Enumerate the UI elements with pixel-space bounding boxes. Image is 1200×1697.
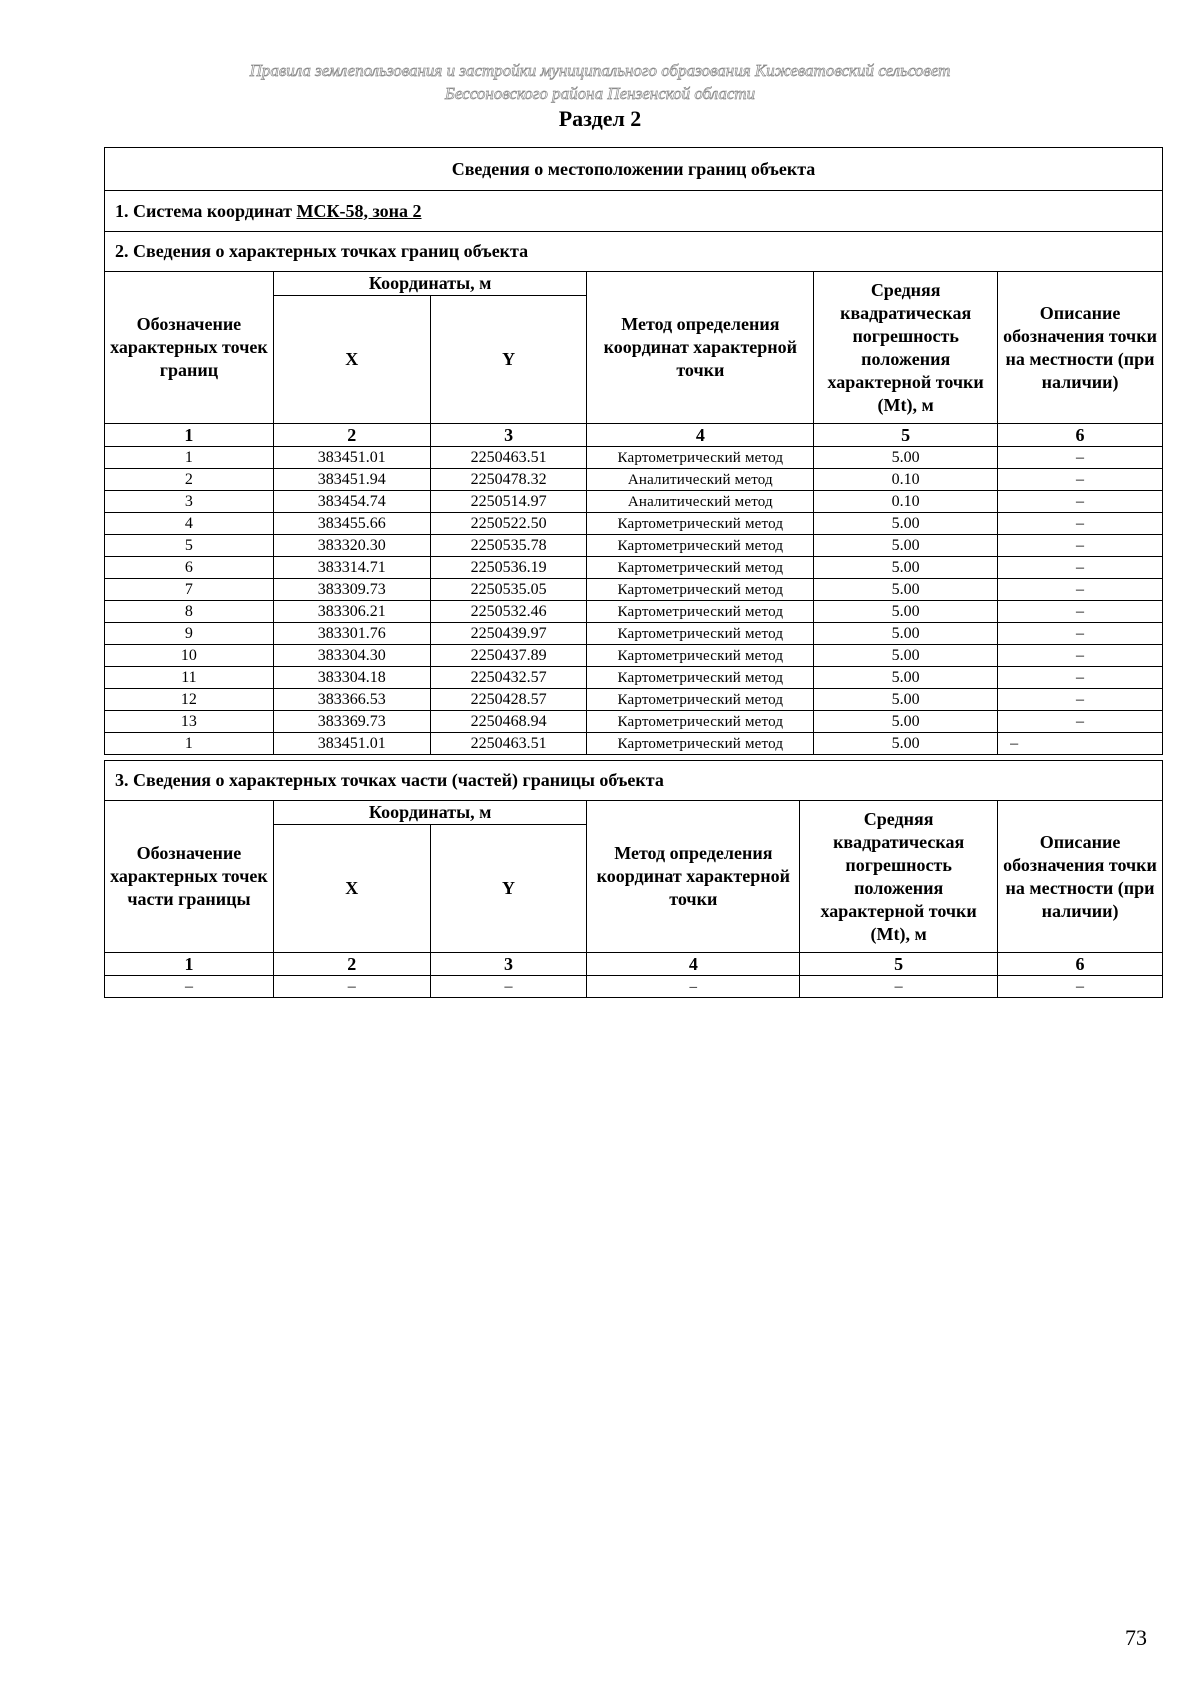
table-row bbox=[105, 579, 1163, 601]
coord-x: 383306.21 bbox=[273, 601, 430, 623]
header-error-text: Средняя квадратическая погрешность положения характерной точки (Mt), м bbox=[820, 808, 977, 944]
error-value: 5.00 bbox=[814, 447, 998, 469]
description: – bbox=[998, 601, 1163, 623]
description: – bbox=[998, 513, 1163, 535]
coord-y: 2250532.46 bbox=[430, 601, 587, 623]
method: Картометрический метод bbox=[587, 711, 814, 733]
error-value: 5.00 bbox=[814, 535, 998, 557]
coord-x: – bbox=[273, 976, 430, 998]
table-row bbox=[105, 469, 1163, 491]
coord-x: 383304.18 bbox=[273, 667, 430, 689]
error-value: 5.00 bbox=[814, 557, 998, 579]
point-number: 2 bbox=[105, 469, 274, 491]
error-value: 5.00 bbox=[814, 579, 998, 601]
method: Картометрический метод bbox=[587, 535, 814, 557]
coord-y: 2250478.32 bbox=[430, 469, 587, 491]
description: – bbox=[998, 557, 1163, 579]
description: – bbox=[998, 689, 1163, 711]
coord-y: 2250536.19 bbox=[430, 557, 587, 579]
description: – bbox=[998, 623, 1163, 645]
coord-y: 2250428.57 bbox=[430, 689, 587, 711]
document-header-line1: Правила землепользования и застройки муниципального образования Кижеватовский сельсовет bbox=[249, 61, 951, 80]
col-number: 4 bbox=[587, 424, 814, 447]
point-number: 3 bbox=[105, 491, 274, 513]
coord-x: 383451.01 bbox=[273, 733, 430, 755]
description: – bbox=[998, 469, 1163, 491]
header-y: Y bbox=[430, 296, 587, 424]
header-x: X bbox=[273, 825, 430, 953]
point-number: 12 bbox=[105, 689, 274, 711]
description: – bbox=[998, 976, 1163, 998]
table-row bbox=[105, 689, 1163, 711]
table-row bbox=[105, 447, 1163, 469]
coord-x: 383320.30 bbox=[273, 535, 430, 557]
header-designation: Обозначение характерных точек границ bbox=[105, 272, 274, 424]
method: Аналитический метод bbox=[587, 469, 814, 491]
point-number: 1 bbox=[105, 733, 274, 755]
document-header-line2: Бессоновского района Пензенской области bbox=[444, 84, 756, 103]
error-value: 5.00 bbox=[814, 601, 998, 623]
method: Картометрический метод bbox=[587, 579, 814, 601]
coord-y: 2250463.51 bbox=[430, 733, 587, 755]
col-number: 1 bbox=[105, 424, 274, 447]
point-number: – bbox=[105, 976, 274, 998]
table-row bbox=[105, 623, 1163, 645]
table-row bbox=[105, 667, 1163, 689]
col-number: 2 bbox=[273, 424, 430, 447]
error-value: 5.00 bbox=[814, 689, 998, 711]
parts-section-title: 3. Сведения о характерных точках части (частей) границы объекта bbox=[105, 761, 1163, 801]
header-y: Y bbox=[430, 825, 587, 953]
coord-x: 383451.94 bbox=[273, 469, 430, 491]
col-number: 1 bbox=[105, 953, 274, 976]
coord-x: 383314.71 bbox=[273, 557, 430, 579]
coord-x: 383301.76 bbox=[273, 623, 430, 645]
error-value: – bbox=[800, 976, 998, 998]
coord-system-row bbox=[105, 191, 1163, 232]
method: Картометрический метод bbox=[587, 623, 814, 645]
table-row bbox=[105, 733, 1163, 755]
coord-y: 2250514.97 bbox=[430, 491, 587, 513]
table-row bbox=[105, 976, 1163, 998]
method: Картометрический метод bbox=[587, 667, 814, 689]
header-error bbox=[800, 801, 998, 953]
method: Картометрический метод bbox=[587, 645, 814, 667]
boundary-points-table bbox=[104, 147, 1163, 755]
coord-y: 2250439.97 bbox=[430, 623, 587, 645]
header-error bbox=[814, 272, 998, 424]
method: Картометрический метод bbox=[587, 601, 814, 623]
point-number: 6 bbox=[105, 557, 274, 579]
col-number: 2 bbox=[273, 953, 430, 976]
method: Картометрический метод bbox=[587, 513, 814, 535]
method: Картометрический метод bbox=[587, 447, 814, 469]
point-number: 5 bbox=[105, 535, 274, 557]
description: – bbox=[998, 491, 1163, 513]
coord-y: – bbox=[430, 976, 587, 998]
header-description: Описание обозначения точки на местности (при наличии) bbox=[998, 272, 1163, 424]
col-number: 6 bbox=[998, 953, 1163, 976]
col-number: 3 bbox=[430, 953, 587, 976]
table-row bbox=[105, 557, 1163, 579]
coord-y: 2250432.57 bbox=[430, 667, 587, 689]
point-number: 4 bbox=[105, 513, 274, 535]
point-number: 8 bbox=[105, 601, 274, 623]
coord-x: 383454.74 bbox=[273, 491, 430, 513]
table-row bbox=[105, 535, 1163, 557]
table-row bbox=[105, 491, 1163, 513]
description: – bbox=[998, 645, 1163, 667]
description: – bbox=[998, 535, 1163, 557]
header-x: X bbox=[273, 296, 430, 424]
part-boundary-points-table bbox=[104, 760, 1163, 998]
header-error-text: Средняя квадратическая погрешность положения характерной точки (Mt), м bbox=[827, 279, 984, 415]
object-info-title: Сведения о местоположении границ объекта bbox=[105, 148, 1163, 191]
coord-y: 2250437.89 bbox=[430, 645, 587, 667]
error-value: 0.10 bbox=[814, 469, 998, 491]
col-number: 5 bbox=[800, 953, 998, 976]
table-row bbox=[105, 711, 1163, 733]
point-number: 9 bbox=[105, 623, 274, 645]
point-number: 13 bbox=[105, 711, 274, 733]
coord-x: 383309.73 bbox=[273, 579, 430, 601]
description: – bbox=[998, 733, 1163, 755]
header-description: Описание обозначения точки на местности (при наличии) bbox=[998, 801, 1163, 953]
point-number: 11 bbox=[105, 667, 274, 689]
coord-system-label: 1. Система координат bbox=[115, 200, 292, 221]
coord-x: 383369.73 bbox=[273, 711, 430, 733]
point-number: 7 bbox=[105, 579, 274, 601]
table-row bbox=[105, 645, 1163, 667]
coord-y: 2250522.50 bbox=[430, 513, 587, 535]
coord-x: 383455.66 bbox=[273, 513, 430, 535]
header-method: Метод определения координат характерной точки bbox=[587, 272, 814, 424]
header-coords: Координаты, м bbox=[273, 272, 587, 296]
method: Картометрический метод bbox=[587, 557, 814, 579]
method: Картометрический метод bbox=[587, 689, 814, 711]
error-value: 5.00 bbox=[814, 733, 998, 755]
error-value: 5.00 bbox=[814, 645, 998, 667]
description: – bbox=[998, 579, 1163, 601]
point-number: 1 bbox=[105, 447, 274, 469]
description: – bbox=[998, 447, 1163, 469]
error-value: 0.10 bbox=[814, 491, 998, 513]
header-coords: Координаты, м bbox=[273, 801, 587, 825]
table-row bbox=[105, 513, 1163, 535]
error-value: 5.00 bbox=[814, 711, 998, 733]
col-number: 3 bbox=[430, 424, 587, 447]
coord-x: 383451.01 bbox=[273, 447, 430, 469]
coord-x: 383304.30 bbox=[273, 645, 430, 667]
method: Аналитический метод bbox=[587, 491, 814, 513]
points-section-title: 2. Сведения о характерных точках границ объекта bbox=[105, 232, 1163, 272]
table-row bbox=[105, 601, 1163, 623]
column-numbers-row bbox=[105, 953, 1163, 976]
header-designation: Обозначение характерных точек части границы bbox=[105, 801, 274, 953]
col-number: 4 bbox=[587, 953, 800, 976]
coord-y: 2250535.78 bbox=[430, 535, 587, 557]
coord-x: 383366.53 bbox=[273, 689, 430, 711]
coord-y: 2250463.51 bbox=[430, 447, 587, 469]
coord-y: 2250468.94 bbox=[430, 711, 587, 733]
error-value: 5.00 bbox=[814, 623, 998, 645]
method: Картометрический метод bbox=[587, 733, 814, 755]
col-number: 6 bbox=[998, 424, 1163, 447]
header-method: Метод определения координат характерной точки bbox=[587, 801, 800, 953]
error-value: 5.00 bbox=[814, 513, 998, 535]
description: – bbox=[998, 667, 1163, 689]
col-number: 5 bbox=[814, 424, 998, 447]
error-value: 5.00 bbox=[814, 667, 998, 689]
page-number: 73 bbox=[1125, 1625, 1147, 1650]
method: – bbox=[587, 976, 800, 998]
column-numbers-row bbox=[105, 424, 1163, 447]
section-title: Раздел 2 bbox=[558, 106, 642, 131]
description: – bbox=[998, 711, 1163, 733]
coord-system-value: МСК-58, зона 2 bbox=[296, 200, 422, 221]
coord-y: 2250535.05 bbox=[430, 579, 587, 601]
point-number: 10 bbox=[105, 645, 274, 667]
